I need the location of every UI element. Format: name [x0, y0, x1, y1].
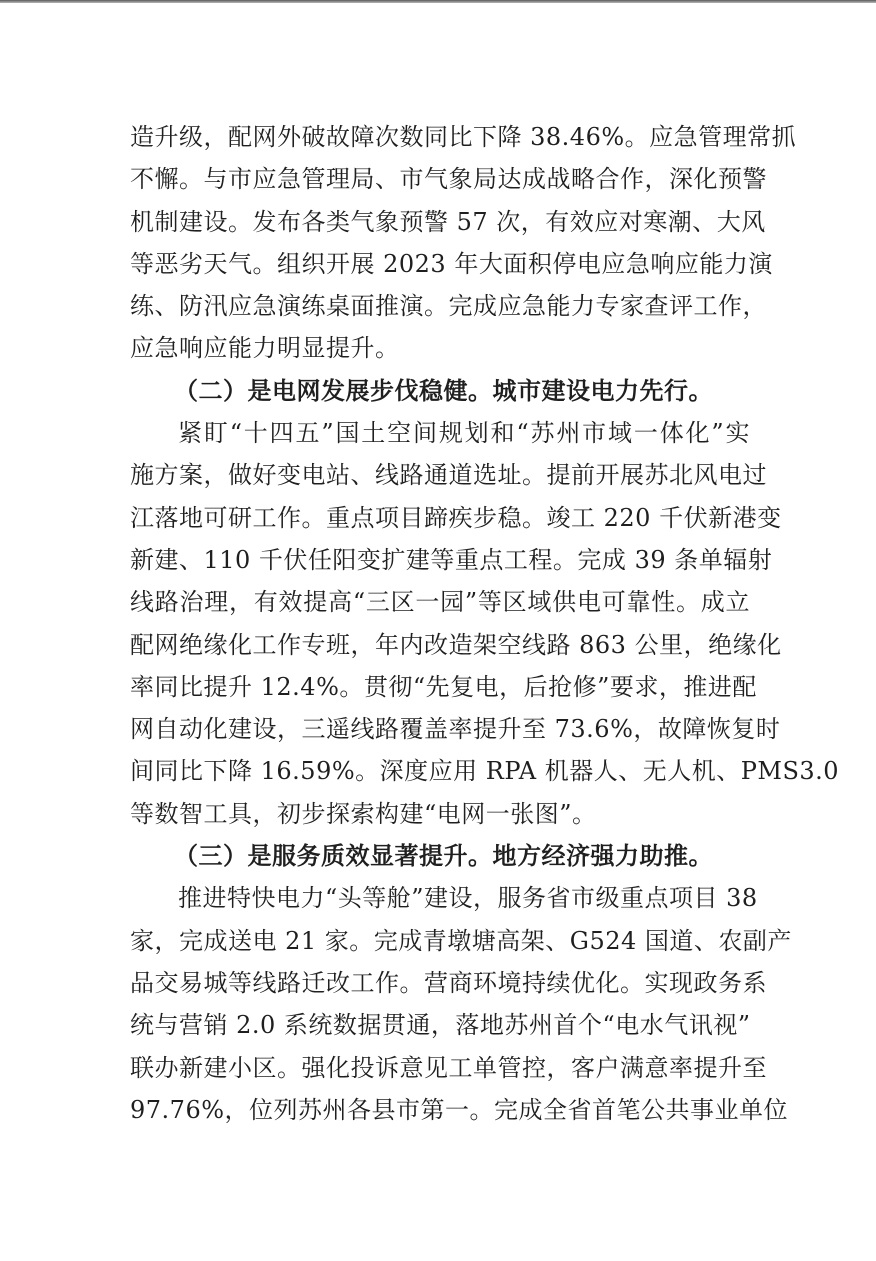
text-line: 统与营销 2.0 系统数据贯通，落地苏州首个“电水气讯视”: [130, 1011, 751, 1040]
text-line: 新建、110 千伏任阳变扩建等重点工程。完成 39 条单辐射: [130, 545, 773, 574]
text-line: 间同比下降 16.59%。深度应用 RPA 机器人、无人机、PMS3.0: [130, 757, 840, 786]
text-line: 江落地可研工作。重点项目蹄疾步稳。竣工 220 千伏新港变: [130, 503, 782, 532]
document-page: [130, 116, 840, 1131]
text-line: 等恶劣天气。组织开展 2023 年大面积停电应急响应能力演: [130, 249, 773, 278]
text-line: 施方案，做好变电站、线路通道选址。提前开展苏北风电过: [130, 461, 767, 490]
text-line: 练、防汛应急演练桌面推演。完成应急能力专家查评工作，: [130, 292, 767, 321]
text-line: 配网绝缘化工作专班，年内改造架空线路 863 公里，绝缘化: [130, 630, 782, 659]
text-line: 紧盯“十四五”国土空间规划和“苏州市域一体化”实: [178, 419, 750, 448]
text-line: 推进特快电力“头等舱”建设，服务省市级重点项目 38: [178, 884, 758, 913]
text-line: 机制建设。发布各类气象预警 57 次，有效应对寒潮、大风: [130, 207, 766, 236]
text-line: 97.76%，位列苏州各县市第一。完成全省首笔公共事业单位: [130, 1095, 789, 1124]
text-line: 家，完成送电 21 家。完成青墩塘高架、G524 国道、农副产: [130, 926, 792, 955]
text-line: 不懈。与市应急管理局、市气象局达成战略合作，深化预警: [130, 165, 767, 194]
text-line: 率同比提升 12.4%。贯彻“先复电，后抢修”要求，推进配: [130, 672, 757, 701]
text-line: 线路治理，有效提高“三区一园”等区域供电可靠性。成立: [130, 588, 750, 617]
text-line: 联办新建小区。强化投诉意见工单管控，客户满意率提升至: [130, 1053, 767, 1082]
text-line: 造升级，配网外破故障次数同比下降 38.46%。应急管理常抓: [130, 123, 797, 151]
text-line: 网自动化建设，三遥线路覆盖率提升至 73.6%，故障恢复时: [130, 715, 781, 744]
text-line: 品交易城等线路迁改工作。营商环境持续优化。实现政务系: [130, 968, 767, 997]
text-line: 等数智工具，初步探索构建“电网一张图”。: [130, 799, 597, 828]
scan-edge: [0, 0, 876, 3]
section-heading: （三）是服务质效显著提升。地方经济强力助推。: [174, 841, 713, 871]
section-heading: （二）是电网发展步伐稳健。城市建设电力先行。: [174, 375, 713, 405]
text-line: 应急响应能力明显提升。: [130, 334, 400, 363]
